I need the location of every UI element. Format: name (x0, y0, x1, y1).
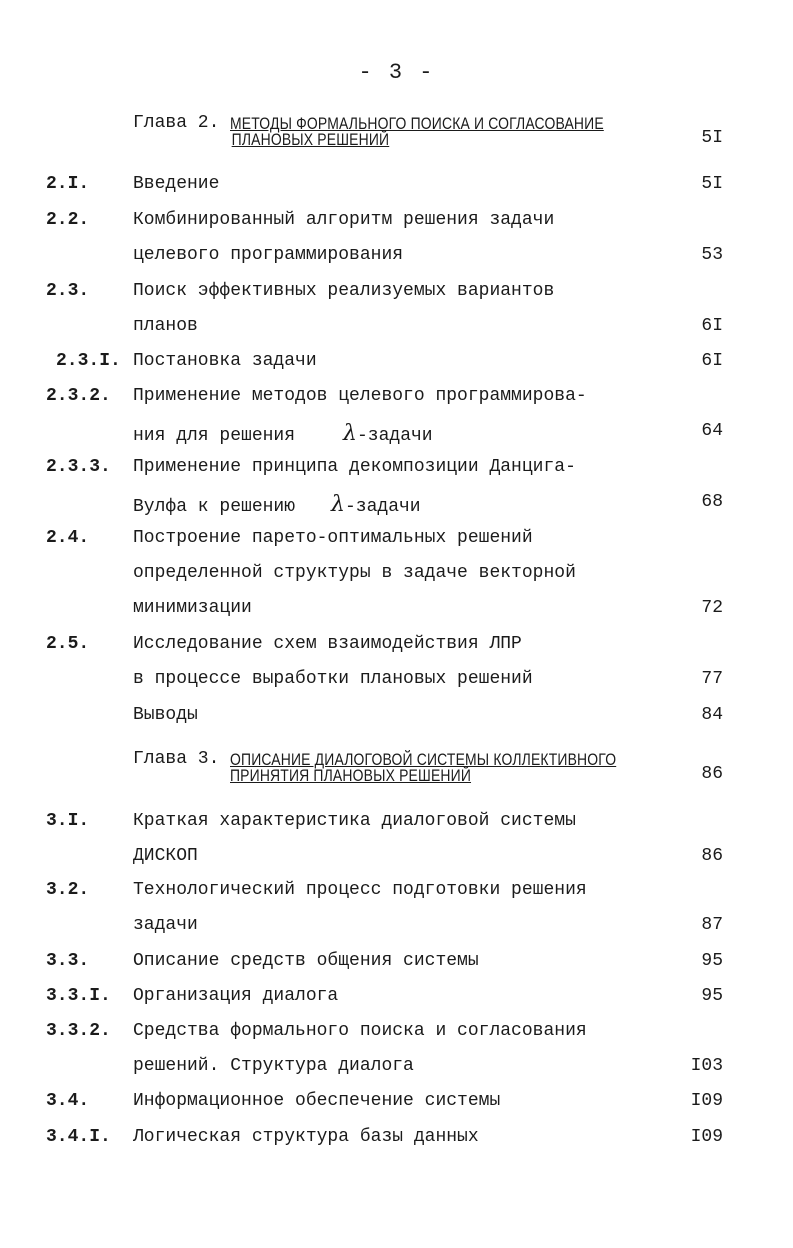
chapter3-label: Глава 3. (133, 749, 220, 769)
entry-number: 3.3.2. (46, 1021, 111, 1041)
entry-title-cont: целевого программирования (133, 245, 404, 265)
entry-title-cont: определенной структуры в задаче векторной (133, 563, 576, 583)
chapter2-title-line1: МЕТОДЫ ФОРМАЛЬНОГО ПОИСКА И СОГЛАСОВАНИЕ (230, 114, 604, 133)
entry-page: 68 (701, 492, 723, 512)
entry-page: 53 (701, 245, 723, 265)
entry-number: 3.3. (46, 951, 90, 971)
lambda-symbol: λ (343, 421, 357, 446)
entry-page: 86 (701, 846, 723, 866)
entry-title-part: -задачи (344, 497, 421, 517)
entry-title: Исследование схем взаимодействия ЛПР (133, 634, 522, 654)
entry-page: I03 (690, 1056, 723, 1076)
entry-number: 2.3.I. (56, 351, 121, 371)
entry-title-cont: решений. Структура диалога (133, 1056, 414, 1076)
entry-title: Информационное обеспечение системы (133, 1091, 501, 1111)
entry-page: 95 (701, 986, 723, 1006)
entry-title: Логическая структура базы данных (133, 1127, 479, 1147)
entry-title: Выводы (133, 705, 198, 725)
entry-page: 6I (701, 316, 723, 336)
entry-number: 3.3.I. (46, 986, 111, 1006)
entry-page: 95 (701, 951, 723, 971)
entry-title-cont: планов (133, 316, 198, 336)
entry-title-part: -задачи (356, 426, 433, 446)
entry-number: 3.I. (46, 811, 90, 831)
entry-page: 64 (701, 421, 723, 441)
entry-title-cont (133, 421, 433, 446)
entry-title: Применение принципа декомпозиции Данцига- (133, 457, 576, 477)
chapter3-page: 86 (701, 764, 723, 784)
entry-page: I09 (690, 1127, 723, 1147)
entry-number: 2.3. (46, 281, 90, 301)
entry-title: Применение методов целевого программирова- (133, 386, 587, 406)
entry-title: Введение (133, 174, 220, 194)
entry-title: Поиск эффективных реализуемых вариантов (133, 281, 555, 301)
entry-title: Описание средств общения системы (133, 951, 479, 971)
entry-title: Средства формального поиска и согласования (133, 1021, 587, 1041)
entry-title: Постановка задачи (133, 351, 317, 371)
entry-number: 2.I. (46, 174, 90, 194)
entry-number: 2.3.2. (46, 386, 111, 406)
entry-title-cont: в процессе выработки плановых решений (133, 669, 533, 689)
entry-title-cont (133, 492, 421, 517)
entry-page: 77 (701, 669, 723, 689)
entry-title-part: Вулфа к решению (133, 497, 296, 517)
chapter2-label: Глава 2. (133, 113, 220, 133)
lambda-symbol: λ (331, 492, 345, 517)
entry-page: 72 (701, 598, 723, 618)
entry-page: 6I (701, 351, 723, 371)
entry-page: 5I (701, 174, 723, 194)
entry-number: 2.5. (46, 634, 90, 654)
entry-title-cont: задачи (133, 915, 198, 935)
entry-number: 3.4. (46, 1091, 90, 1111)
entry-title: Технологический процесс подготовки решения (133, 880, 587, 900)
entry-title-part: ния для решения (133, 426, 296, 446)
entry-number: 3.2. (46, 880, 90, 900)
chapter3-title-line1: ОПИСАНИЕ ДИАЛОГОВОЙ СИСТЕМЫ КОЛЛЕКТИВНОГО (230, 750, 617, 769)
entry-title: Организация диалога (133, 986, 339, 1006)
entry-number: 2.4. (46, 528, 90, 548)
chapter2-title-line2: ПЛАНОВЫХ РЕШЕНИЙ (231, 130, 390, 149)
entry-title-cont: минимизации (133, 598, 252, 618)
entry-page: 87 (701, 915, 723, 935)
page-number: - 3 - (358, 60, 435, 85)
entry-title: Краткая характеристика диалоговой системы (133, 811, 576, 831)
entry-title-cont: ДИСКОП (133, 846, 198, 866)
entry-page: 84 (701, 705, 723, 725)
entry-title: Комбинированный алгоритм решения задачи (133, 210, 555, 230)
entry-page: I09 (690, 1091, 723, 1111)
entry-number: 2.3.3. (46, 457, 111, 477)
entry-title: Построение парето-оптимальных решений (133, 528, 533, 548)
chapter3-title-line2: ПРИНЯТИЯ ПЛАНОВЫХ РЕШЕНИЙ (230, 766, 472, 785)
chapter2-title (230, 116, 604, 148)
entry-number: 3.4.I. (46, 1127, 111, 1147)
chapter2-page: 5I (701, 128, 723, 148)
chapter3-title (230, 752, 616, 784)
entry-number: 2.2. (46, 210, 90, 230)
